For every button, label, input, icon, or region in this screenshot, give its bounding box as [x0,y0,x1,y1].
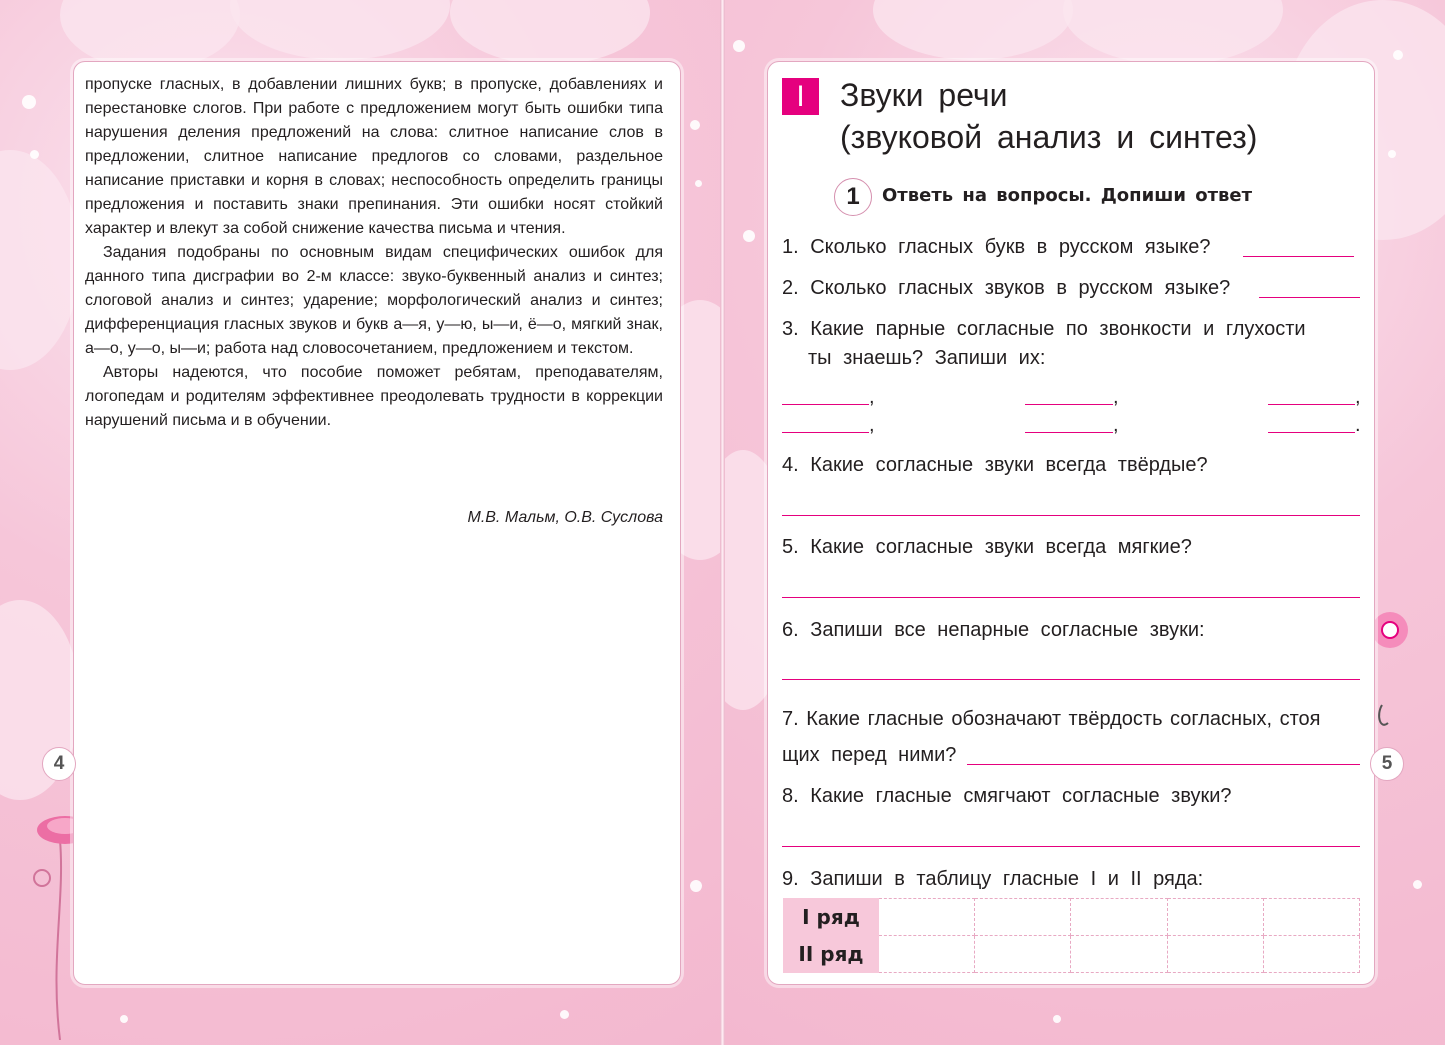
question-7: 7. Какие гласные обозначают твёрдость согласных, стоя [782,708,1321,730]
answer-line[interactable] [1243,256,1354,257]
cloud-decoration [60,0,240,70]
answer-line[interactable] [1268,404,1355,405]
section-title-line: Звуки речи [840,77,1008,113]
paragraph: Задания подобраны по основным видам специфических ошибок для данного типа дисграфии во 2-м классе: звуко-буквенный анализ и синтез; слоговой анализ и синтез; ударение; морфологический анализ и синтез; дифференциация гласных звуков и букв а—я, у—ю, ы—и, ё—о, мягкий знак, а—о, у—о, ы—и; работа над словосочетанием, предложением и текстом. [85,244,663,357]
authors-signature: М.В. Мальм, О.В. Суслова [467,509,663,526]
question-8: 8. Какие гласные смягчают согласные звуки? [782,785,1232,807]
cloud-decoration [230,0,450,60]
period: . [1355,414,1361,436]
question-7-continued: щих перед ними? [782,744,957,766]
table-cell[interactable] [1071,899,1167,936]
dot-decoration [1053,1015,1061,1023]
dot-decoration [560,1010,569,1019]
dot-decoration [733,40,745,52]
table-cell[interactable] [1263,936,1359,973]
answer-line[interactable] [782,679,1360,680]
answer-line[interactable] [967,764,1360,765]
question-4: 4. Какие согласные звуки всегда твёрдые? [782,454,1208,476]
cloud-decoration [450,0,650,65]
question-3-continued: ты знаешь? Запиши их: [808,347,1046,369]
section-badge: I [782,78,819,115]
row-header: I ряд [784,899,879,936]
cloud-decoration [0,150,80,370]
comma: , [1113,414,1119,436]
question-5: 5. Какие согласные звуки всегда мягкие? [782,536,1192,558]
intro-text [85,73,663,433]
comma: , [1355,386,1361,408]
row-header: II ряд [784,936,879,973]
cloud-decoration [1063,0,1283,65]
answer-line[interactable] [782,432,869,433]
section-title-line: (звуковой анализ и синтез) [840,119,1258,155]
dot-decoration [1393,50,1403,60]
comma: , [1113,386,1119,408]
table-row [784,899,1360,936]
table-cell[interactable] [1071,936,1167,973]
dot-decoration [30,150,39,159]
task-instruction: Ответь на вопросы. Допиши ответ [882,185,1253,206]
dot-decoration [1413,880,1422,889]
answer-line[interactable] [782,597,1360,598]
table-cell[interactable] [975,899,1071,936]
question-2: 2. Сколько гласных звуков в русском языке? [782,277,1231,299]
answer-line[interactable] [782,515,1360,516]
dot-decoration [1388,150,1396,158]
answer-line[interactable] [782,404,869,405]
flower-icon [1368,595,1418,735]
answer-line[interactable] [1259,297,1360,298]
answer-line[interactable] [1268,432,1355,433]
page-number: 4 [42,747,76,781]
dot-decoration [120,1015,128,1023]
question-3: 3. Какие парные согласные по звонкости и глухости [782,318,1306,340]
table-cell[interactable] [975,936,1071,973]
table-cell[interactable] [879,899,975,936]
table-cell[interactable] [879,936,975,973]
table-cell[interactable] [1263,899,1359,936]
answer-line[interactable] [782,846,1360,847]
cloud-decoration [873,0,1073,60]
table-cell[interactable] [1167,936,1263,973]
table-row [784,936,1360,973]
comma: , [869,414,875,436]
book-gutter [720,0,725,1045]
question-1: 1. Сколько гласных букв в русском языке? [782,236,1211,258]
answer-line[interactable] [1025,404,1113,405]
paragraph: пропуске гласных, в добавлении лишних букв; в пропуске, добавлениях и перестановке слогов. При работе с предложением могут быть ошибки типа нарушения деления предложений на слова: слитное написание слов в предложении, слитное написание предлогов со словами, раздельное написание приставки и корня в словах; неспособность определить границы предложения и поставить знаки препинания. Эти ошибки носят стойкий характер и влекут за собой снижение качества письма и чтения. [85,76,663,237]
dot-decoration [743,230,755,242]
paragraph: Авторы надеются, что пособие поможет ребятам, преподавателям, логопедам и родителям эффективнее преодолевать трудности в коррекции нарушений письма и в обучении. [85,364,663,429]
comma: , [869,386,875,408]
page-number: 5 [1370,747,1404,781]
dot-decoration [690,880,702,892]
flower-icon [20,800,80,1040]
vowels-table [783,898,1360,973]
section-title [840,74,1257,158]
answer-line[interactable] [1025,432,1113,433]
task-number: 1 [834,178,872,216]
question-9: 9. Запиши в таблицу гласные I и II ряда: [782,868,1204,890]
question-6: 6. Запиши все непарные согласные звуки: [782,619,1205,641]
dot-decoration [22,95,36,109]
dot-decoration [695,180,702,187]
table-cell[interactable] [1167,899,1263,936]
dot-decoration [690,120,700,130]
